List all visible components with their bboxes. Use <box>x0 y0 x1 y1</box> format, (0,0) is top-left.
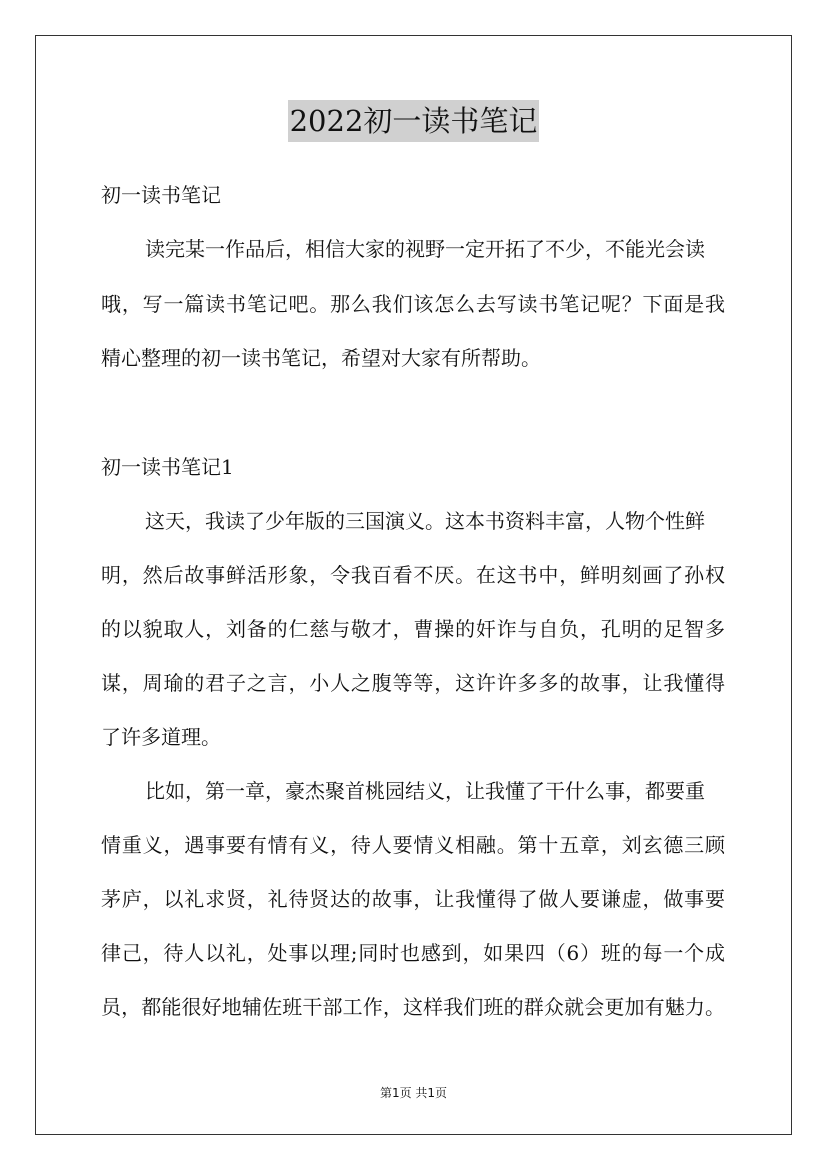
page-footer: 第1页 共1页 <box>379 1086 448 1100</box>
paragraph-line: 读完某一作品后，相信大家的视野一定开拓了不少，不能光会读 <box>145 237 705 261</box>
paragraph-line: 律己，待人以礼，处事以理;同时也感到，如果四（6）班的每一个成 <box>101 941 725 965</box>
paragraph-line: 情重义，遇事要有情有义，待人要情义相融。第十五章，刘玄德三顾 <box>101 833 725 857</box>
paragraph-line: 的以貌取人，刘备的仁慈与敬才，曹操的奸诈与自负，孔明的足智多 <box>101 617 725 641</box>
paragraph-line: 比如，第一章，豪杰聚首桃园结义，让我懂了干什么事，都要重 <box>145 779 705 803</box>
title-container <box>0 100 827 142</box>
paragraph-line: 员，都能很好地辅佐班干部工作，这样我们班的群众就会更加有魅力。 <box>101 995 725 1019</box>
paragraph-line: 哦，写一篇读书笔记吧。那么我们该怎么去写读书笔记呢？下面是我 <box>101 292 725 316</box>
section-heading: 初一读书笔记1 <box>101 455 234 479</box>
paragraph-line: 明，然后故事鲜活形象，令我百看不厌。在这书中，鲜明刻画了孙权 <box>101 563 725 587</box>
paragraph-line: 了许多道理。 <box>101 725 221 749</box>
section-heading: 初一读书笔记 <box>101 183 221 207</box>
page-title: 2022初一读书笔记 <box>288 100 540 142</box>
paragraph-line: 茅庐，以礼求贤，礼待贤达的故事，让我懂得了做人要谦虚，做事要 <box>101 887 725 911</box>
paragraph-line: 谋，周瑜的君子之言，小人之腹等等，这许许多多的故事，让我懂得 <box>101 671 725 695</box>
paragraph-line: 这天，我读了少年版的三国演义。这本书资料丰富，人物个性鲜 <box>145 509 705 533</box>
paragraph-line: 精心整理的初一读书笔记，希望对大家有所帮助。 <box>101 346 541 370</box>
